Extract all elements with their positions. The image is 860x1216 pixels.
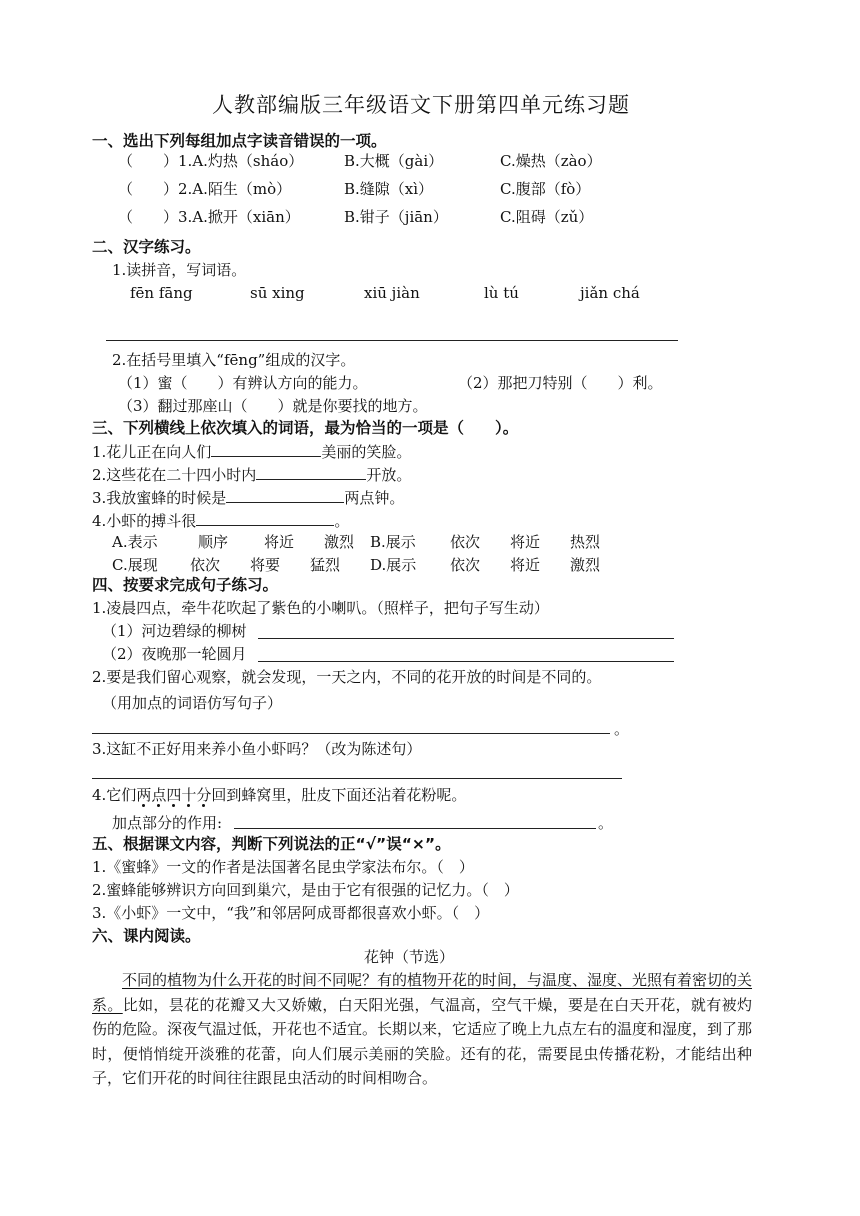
section-4-heading: 四、按要求完成句子练习。 xyxy=(92,576,279,594)
passage-body xyxy=(92,968,752,1091)
dotted-char: 十 xyxy=(181,786,197,804)
dotted-phrase xyxy=(136,786,211,804)
pinyin-3: xiū jiàn xyxy=(364,284,420,302)
answer-line[interactable] xyxy=(92,778,622,779)
passage-text: 比如，昙花的花瓣又大又娇嫩，白天阳光强，气温高，空气干燥，要是在白天开花，就有被灼伤的危险。深夜气温过低，开花也不适宜。长期以来，它适应了晚上九点左右的温度和湿度，到了那时，便悄悄绽开淡雅的花蕾，向人们展示美丽的笑脸。还有的花，需要昆虫传播花粉，才能结出种子，它们开花的时间往往跟昆虫活动的时间相吻合。 xyxy=(92,995,753,1087)
choice-word: 依次 xyxy=(450,556,481,574)
sentence-text: 4.它们 xyxy=(92,786,137,804)
answer-line[interactable] xyxy=(106,340,678,341)
sentence-question-2-note: （用加点的词语仿写句子） xyxy=(102,694,283,712)
dotted-char: 两 xyxy=(136,786,152,804)
passage-title: 花钟（节选） xyxy=(364,948,455,966)
choice-word: A.表示 xyxy=(112,533,158,551)
choice-a xyxy=(112,531,382,553)
option-c: C.阻碍（zǔ） xyxy=(500,208,594,226)
fill-sentence-4 xyxy=(92,509,349,532)
answer-paren: （ ）2. xyxy=(118,180,193,198)
choice-word: 猛烈 xyxy=(310,556,341,574)
answer-paren: （ ）1. xyxy=(118,152,193,170)
choice-word: B.展示 xyxy=(370,533,416,551)
choice-word: C.展现 xyxy=(112,556,158,574)
sentence-text: 。 xyxy=(334,512,350,530)
option-a: A.陌生（mò） xyxy=(192,180,292,198)
sentence-text: 3.我放蜜蜂的时候是 xyxy=(92,489,227,507)
sub-question-1: 1.读拼音，写词语。 xyxy=(112,261,247,279)
answer-line[interactable] xyxy=(234,828,596,829)
option-a: A.掀开（xiān） xyxy=(192,208,300,226)
sentence-text: 美丽的笑脸。 xyxy=(321,443,412,461)
choice-b xyxy=(370,531,620,553)
question-1-row xyxy=(118,150,303,172)
question-3-row xyxy=(118,206,300,228)
choice-word: 将近 xyxy=(510,533,541,551)
sentence-text: 两点钟。 xyxy=(344,489,405,507)
choice-word: 激烈 xyxy=(570,556,601,574)
blank[interactable] xyxy=(196,509,334,526)
section-2-heading: 二、汉字练习。 xyxy=(92,238,201,256)
choice-word: 激烈 xyxy=(324,533,355,551)
function-label: 加点部分的作用: xyxy=(112,814,223,832)
option-b: B.钳子（jiān） xyxy=(344,208,448,226)
sentence-question-1: 1.凌晨四点，牵牛花吹起了紫色的小喇叭。（照样子，把句子写生动） xyxy=(92,599,549,617)
fill-item-1: （1）蜜（ ）有辨认方向的能力。 xyxy=(118,374,368,392)
answer-line[interactable] xyxy=(258,638,674,639)
blank[interactable] xyxy=(256,463,366,480)
choice-word: 将近 xyxy=(510,556,541,574)
pinyin-2: sū xing xyxy=(250,284,305,302)
answer-line[interactable] xyxy=(92,733,610,734)
sentence-question-2: 2.要是我们留心观察，就会发现，一天之内，不同的花开放的时间是不同的。 xyxy=(92,668,602,686)
section-6-heading: 六、课内阅读。 xyxy=(92,927,201,945)
sentence-text: 2.这些花在二十四小时内 xyxy=(92,466,257,484)
choice-word: D.展示 xyxy=(370,556,417,574)
underlined-sentence: 不同的植物为什么开花的时间不同呢？有的植物开花的时间，与温度、湿度、光照有着密切的关系。 xyxy=(92,971,753,1014)
fill-item-2: （2）那把刀特别（ ）利。 xyxy=(458,374,663,392)
pinyin-4: lù tú xyxy=(484,284,519,302)
period: 。 xyxy=(614,720,630,738)
option-c: C.腹部（fò） xyxy=(500,180,591,198)
fill-sentence-3 xyxy=(92,486,404,509)
pinyin-1: fēn fāng xyxy=(130,284,193,302)
judge-item-2: 2.蜜蜂能够辨识方向回到巢穴，是由于它有很强的记忆力。（ ） xyxy=(92,881,519,899)
option-a: A.灼热（sháo） xyxy=(192,152,304,170)
dotted-char: 四 xyxy=(166,786,182,804)
sentence-text: 回到蜂窝里，肚皮下面还沾着花粉呢。 xyxy=(211,786,467,804)
imitate-2: （2）夜晚那一轮圆月 xyxy=(102,645,247,663)
fill-sentence-1 xyxy=(92,440,411,463)
answer-paren: （ ）3. xyxy=(118,208,193,226)
choice-word: 将近 xyxy=(264,533,295,551)
dotted-char: 点 xyxy=(151,786,167,804)
imitate-1: （1）河边碧绿的柳树 xyxy=(102,622,247,640)
dotted-char: 分 xyxy=(196,786,212,804)
sentence-text: 4.小虾的搏斗很 xyxy=(92,512,197,530)
choice-d xyxy=(370,554,620,576)
section-1-heading: 一、选出下列每组加点字读音错误的一项。 xyxy=(92,132,387,150)
sub-question-2: 2.在括号里填入“fēng”组成的汉字。 xyxy=(112,351,356,369)
choice-word: 将要 xyxy=(250,556,281,574)
section-5-heading: 五、根据课文内容，判断下列说法的正“√”误“×”。 xyxy=(92,835,451,853)
fill-item-3: （3）翻过那座山（ ）就是你要找的地方。 xyxy=(118,397,428,415)
judge-item-1: 1.《蜜蜂》一文的作者是法国著名昆虫学家法布尔。（ ） xyxy=(92,858,474,876)
choice-word: 依次 xyxy=(450,533,481,551)
pinyin-5: jiǎn chá xyxy=(580,284,640,302)
sentence-text: 开放。 xyxy=(366,466,412,484)
blank[interactable] xyxy=(226,486,344,503)
choice-c xyxy=(112,554,370,576)
section-3-heading: 三、下列横线上依次填入的词语，最为恰当的一项是（ ）。 xyxy=(92,419,519,437)
period: 。 xyxy=(598,814,614,832)
option-b: B.缝隙（xì） xyxy=(344,180,434,198)
page-title: 人教部编版三年级语文下册第四单元练习题 xyxy=(212,93,630,117)
question-2-row xyxy=(118,178,291,200)
judge-item-3: 3.《小虾》一文中，“我”和邻居阿成哥都很喜欢小虾。（ ） xyxy=(92,904,490,922)
sentence-question-3: 3.这缸不正好用来养小鱼小虾吗？（改为陈述句） xyxy=(92,740,422,758)
choice-word: 依次 xyxy=(190,556,221,574)
choice-word: 顺序 xyxy=(198,533,229,551)
blank[interactable] xyxy=(211,440,321,457)
option-c: C.燥热（zào） xyxy=(500,152,602,170)
option-b: B.大概（gài） xyxy=(344,152,444,170)
fill-sentence-2 xyxy=(92,463,411,486)
sentence-question-4 xyxy=(92,784,466,806)
choice-word: 热烈 xyxy=(570,533,601,551)
answer-line[interactable] xyxy=(258,661,674,662)
sentence-text: 1.花儿正在向人们 xyxy=(92,443,212,461)
